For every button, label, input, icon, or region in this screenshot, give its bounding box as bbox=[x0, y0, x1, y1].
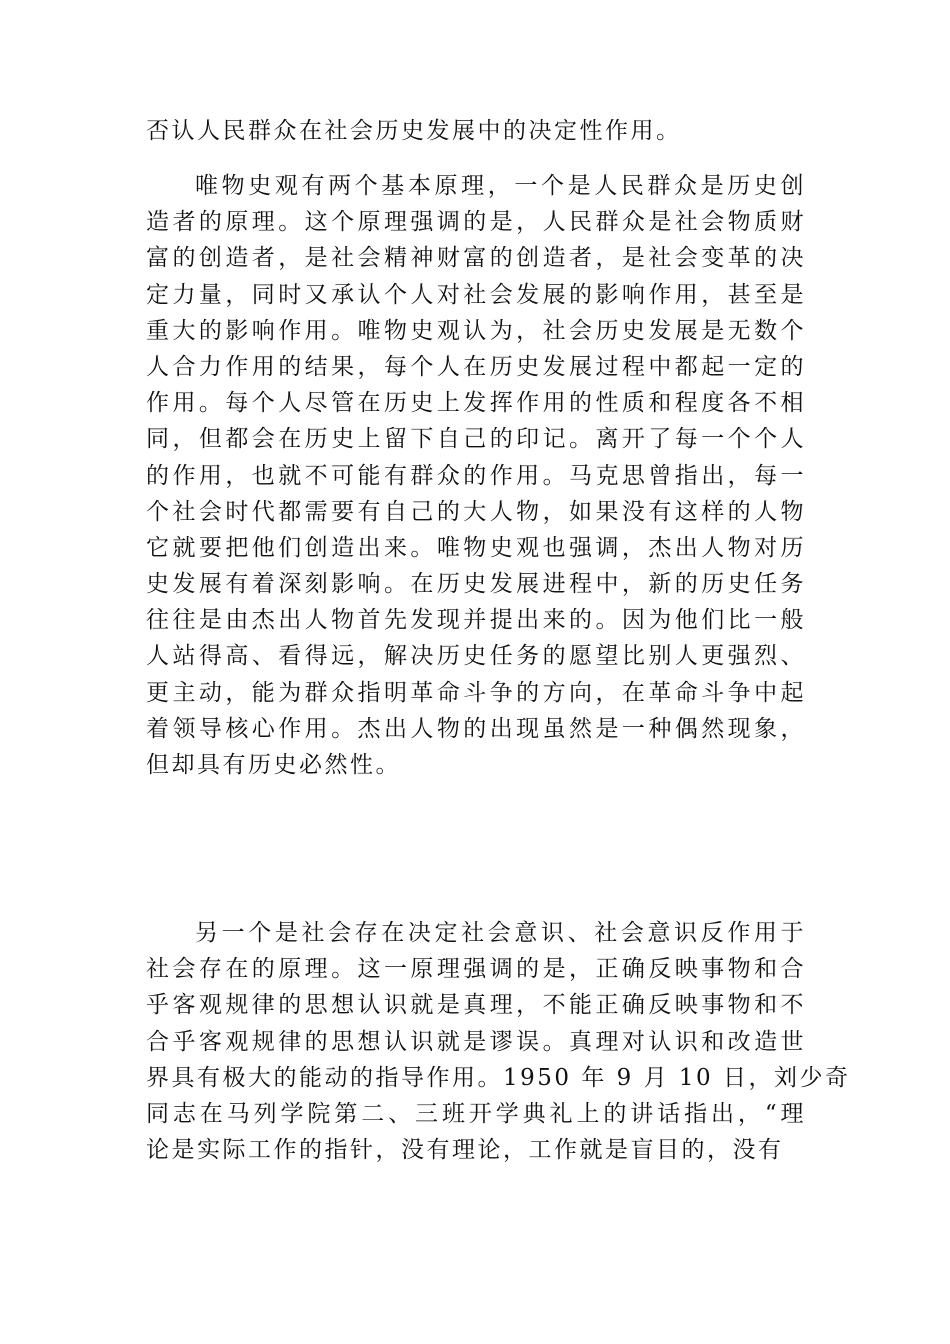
text-line: 同志在马列学院第二、三班开学典礼上的讲话指出，“理 bbox=[146, 1100, 806, 1127]
text-line: 富的创造者，是社会精神财富的创造者，是社会变革的决 bbox=[146, 245, 806, 272]
text-line: 乎客观规律的思想认识就是真理，不能正确反映事物和不 bbox=[146, 992, 806, 1019]
text-line: 社会存在的原理。这一原理强调的是，正确反映事物和合 bbox=[146, 956, 806, 983]
paragraph-continuation bbox=[146, 113, 806, 149]
text-line: 否认人民群众在社会历史发展中的决定性作用。 bbox=[146, 118, 682, 144]
text-line: 界具有极大的能动的指导作用。1950 年 9 月 10 日，刘少奇 bbox=[146, 1064, 851, 1091]
text-line: 重大的影响作用。唯物史观认为，社会历史发展是无数个 bbox=[146, 317, 806, 344]
text-line: 合乎客观规律的思想认识就是谬误。真理对认识和改造世 bbox=[146, 1028, 806, 1055]
text-line: 论是实际工作的指针，没有理论，工作就是盲目的，没有 bbox=[146, 1137, 784, 1164]
text-line: 个社会时代都需要有自己的大人物，如果没有这样的人物 bbox=[146, 498, 806, 525]
text-line: 造者的原理。这个原理强调的是，人民群众是社会物质财 bbox=[146, 209, 806, 236]
text-line: 定力量，同时又承认个人对社会发展的影响作用，甚至是 bbox=[146, 281, 806, 308]
paragraph-historical-materialism-principle-one bbox=[146, 168, 806, 783]
text-line: 更主动，能为群众指明革命斗争的方向，在革命斗争中起 bbox=[146, 679, 806, 706]
text-line: 但却具有历史必然性。 bbox=[146, 752, 401, 778]
text-line: 同，但都会在历史上留下自己的印记。离开了每一个个人 bbox=[146, 426, 806, 453]
text-line: 史发展有着深刻影响。在历史发展进程中，新的历史任务 bbox=[146, 571, 806, 598]
text-line: 往往是由杰出人物首先发现并提出来的。因为他们比一般 bbox=[146, 607, 806, 634]
text-line: 它就要把他们创造出来。唯物史观也强调，杰出人物对历 bbox=[146, 534, 806, 561]
text-line: 着领导核心作用。杰出人物的出现虽然是一种偶然现象， bbox=[146, 715, 806, 742]
text-line: 另一个是社会存在决定社会意识、社会意识反作用于 bbox=[195, 920, 806, 946]
text-line: 唯物史观有两个基本原理，一个是人民群众是历史创 bbox=[195, 173, 806, 199]
text-line: 人站得高、看得远，解决历史任务的愿望比别人更强烈、 bbox=[146, 643, 806, 670]
text-line: 作用。每个人尽管在历史上发挥作用的性质和程度各不相 bbox=[146, 390, 806, 417]
text-line: 人合力作用的结果，每个人在历史发展过程中都起一定的 bbox=[146, 353, 806, 380]
text-line: 的作用，也就不可能有群众的作用。马克思曾指出，每一 bbox=[146, 462, 806, 489]
paragraph-historical-materialism-principle-two bbox=[146, 915, 851, 1168]
